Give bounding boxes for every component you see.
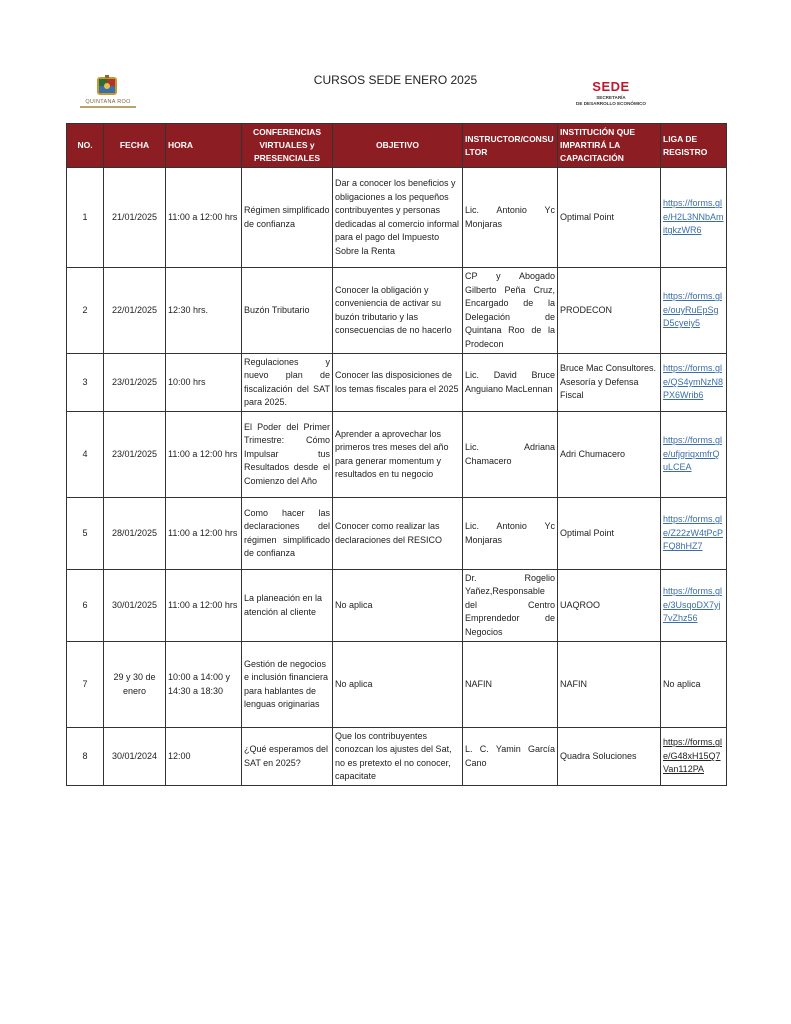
sede-logo-line2: DE DESARROLLO ECONÓMICO xyxy=(576,101,646,106)
cell-liga xyxy=(661,498,727,570)
cell-no: 7 xyxy=(67,642,104,728)
registration-link[interactable]: https://forms.gle/ufjgriqxmfrQuLCEA xyxy=(663,435,723,473)
cell-conferencia: La planeación en la atención al cliente xyxy=(242,570,333,642)
registration-link[interactable]: https://forms.gle/3UsqoDX7yj7vZhz56 xyxy=(663,586,723,624)
cell-fecha: 29 y 30 de enero xyxy=(104,642,166,728)
col-header-fecha: FECHA xyxy=(104,124,166,168)
cell-no: 2 xyxy=(67,268,104,354)
table-row xyxy=(67,268,727,354)
sede-logo xyxy=(563,80,659,110)
cell-instructor: Lic. Antonio Yc Monjaras xyxy=(463,498,558,570)
cell-hora: 12:00 xyxy=(166,728,242,786)
col-header-liga: LIGA DE REGISTRO xyxy=(661,124,727,168)
cell-liga xyxy=(661,570,727,642)
cell-institucion: Adri Chumacero xyxy=(558,412,661,498)
col-header-hora: HORA xyxy=(166,124,242,168)
sede-logo-line1: SECRETARÍA xyxy=(596,95,626,100)
cell-instructor: CP y Abogado Gilberto Peña Cruz, Encargado de la Delegación de Quintana Roo de la Prodecon xyxy=(463,268,558,354)
col-header-conferencias: CONFERENCIAS VIRTUALES y PRESENCIALES xyxy=(242,124,333,168)
registration-link[interactable]: https://forms.gle/ouyRuEpSgD5cyeiy5 xyxy=(663,291,723,329)
col-header-instructor: INSTRUCTOR/CONSULTOR xyxy=(463,124,558,168)
cell-conferencia: El Poder del Primer Trimestre: Cómo Impulsar tus Resultados desde el Comienzo del Año xyxy=(242,412,333,498)
cell-institucion: Optimal Point xyxy=(558,168,661,268)
cell-instructor: Lic. Antonio Yc Monjaras xyxy=(463,168,558,268)
state-name: QUINTANA ROO xyxy=(85,99,131,105)
cell-hora: 12:30 hrs. xyxy=(166,268,242,354)
cell-no: 3 xyxy=(67,354,104,412)
cell-liga xyxy=(661,268,727,354)
cell-fecha: 30/01/2024 xyxy=(104,728,166,786)
cell-institucion: PRODECON xyxy=(558,268,661,354)
cell-liga: No aplica xyxy=(661,642,727,728)
cell-objetivo: Que los contribuyentes conozcan los ajustes del Sat, no es pretexto el no conocer, capacitate xyxy=(333,728,463,786)
registration-link[interactable]: https://forms.gle/Z22zW4tPcPFQ8hHZ7 xyxy=(663,514,724,552)
cell-no: 5 xyxy=(67,498,104,570)
cell-liga xyxy=(661,412,727,498)
cell-hora: 10:00 a 14:00 y 14:30 a 18:30 xyxy=(166,642,242,728)
cell-conferencia: Régimen simplificado de confianza xyxy=(242,168,333,268)
col-header-no: NO. xyxy=(67,124,104,168)
cell-objetivo: Conocer la obligación y conveniencia de activar su buzón tributario y las consecuencias de no hacerlo xyxy=(333,268,463,354)
cell-fecha: 23/01/2025 xyxy=(104,412,166,498)
cell-no: 8 xyxy=(67,728,104,786)
cell-objetivo: No aplica xyxy=(333,570,463,642)
col-header-institucion: INSTITUCIÓN QUE IMPARTIRÁ LA CAPACITACIÓN xyxy=(558,124,661,168)
table-row xyxy=(67,642,727,728)
table-row xyxy=(67,354,727,412)
cell-conferencia: ¿Qué esperamos del SAT en 2025? xyxy=(242,728,333,786)
cell-hora: 11:00 a 12:00 hrs xyxy=(166,570,242,642)
registration-link[interactable]: https://forms.gle/QS4ymNzN8PX6Wrib6 xyxy=(663,363,724,401)
cell-institucion: NAFIN xyxy=(558,642,661,728)
cell-fecha: 30/01/2025 xyxy=(104,570,166,642)
cell-objetivo: Aprender a aprovechar los primeros tres meses del año para generar momentum y resultados en tu negocio xyxy=(333,412,463,498)
cell-fecha: 23/01/2025 xyxy=(104,354,166,412)
registration-link[interactable]: https://forms.gle/H2L3NNbAmitgkzWR6 xyxy=(663,198,724,236)
table-row xyxy=(67,498,727,570)
cell-instructor: Dr. Rogelio Yañez,Responsable del Centro Emprendedor de Negocios xyxy=(463,570,558,642)
cell-institucion: UAQROO xyxy=(558,570,661,642)
cell-objetivo: No aplica xyxy=(333,642,463,728)
cell-fecha: 22/01/2025 xyxy=(104,268,166,354)
courses-table xyxy=(66,123,727,786)
cell-no: 4 xyxy=(67,412,104,498)
cell-institucion: Optimal Point xyxy=(558,498,661,570)
table-row xyxy=(67,168,727,268)
table-header-row xyxy=(67,124,727,168)
cell-conferencia: Gestión de negocios e inclusión financiera para hablantes de lenguas originarias xyxy=(242,642,333,728)
table-row xyxy=(67,412,727,498)
cell-fecha: 28/01/2025 xyxy=(104,498,166,570)
cell-liga xyxy=(661,168,727,268)
table-row xyxy=(67,728,727,786)
cell-instructor: NAFIN xyxy=(463,642,558,728)
table-row xyxy=(67,570,727,642)
document-title: CURSOS SEDE ENERO 2025 xyxy=(313,73,478,87)
cell-instructor: Lic. David Bruce Anguiano MacLennan xyxy=(463,354,558,412)
cell-liga xyxy=(661,728,727,786)
cell-fecha: 21/01/2025 xyxy=(104,168,166,268)
cell-objetivo: Conocer como realizar las declaraciones del RESICO xyxy=(333,498,463,570)
cell-conferencia: Regulaciones y nuevo plan de fiscalización del SAT para 2025. xyxy=(242,354,333,412)
cell-hora: 11:00 a 12:00 hrs xyxy=(166,168,242,268)
sede-logo-name: SEDE xyxy=(592,79,630,94)
cell-conferencia: Como hacer las declaraciones del régimen simplificado de confianza xyxy=(242,498,333,570)
cell-no: 6 xyxy=(67,570,104,642)
cell-instructor: L. C. Yamin García Cano xyxy=(463,728,558,786)
cell-conferencia: Buzón Tributario xyxy=(242,268,333,354)
registration-link[interactable]: https://forms.gle/G48xH15Q7Van112PA xyxy=(663,737,723,775)
cell-institucion: Quadra Soluciones xyxy=(558,728,661,786)
cell-hora: 10:00 hrs xyxy=(166,354,242,412)
cell-liga xyxy=(661,354,727,412)
cell-objetivo: Conocer las disposiciones de los temas fiscales para el 2025 xyxy=(333,354,463,412)
cell-objetivo: Dar a conocer los beneficios y obligaciones a los pequeños contribuyentes y personas dedicadas al comercio informal para el pago del Impuesto Sobre la Renta xyxy=(333,168,463,268)
logo-underline xyxy=(80,106,136,108)
col-header-objetivo: OBJETIVO xyxy=(333,124,463,168)
cell-instructor: Lic. Adriana Chamacero xyxy=(463,412,558,498)
cell-hora: 11:00 a 12:00 hrs xyxy=(166,412,242,498)
cell-institucion: Bruce Mac Consultores. Asesoría y Defensa Fiscal xyxy=(558,354,661,412)
cell-hora: 11:00 a 12:00 hrs xyxy=(166,498,242,570)
cell-no: 1 xyxy=(67,168,104,268)
